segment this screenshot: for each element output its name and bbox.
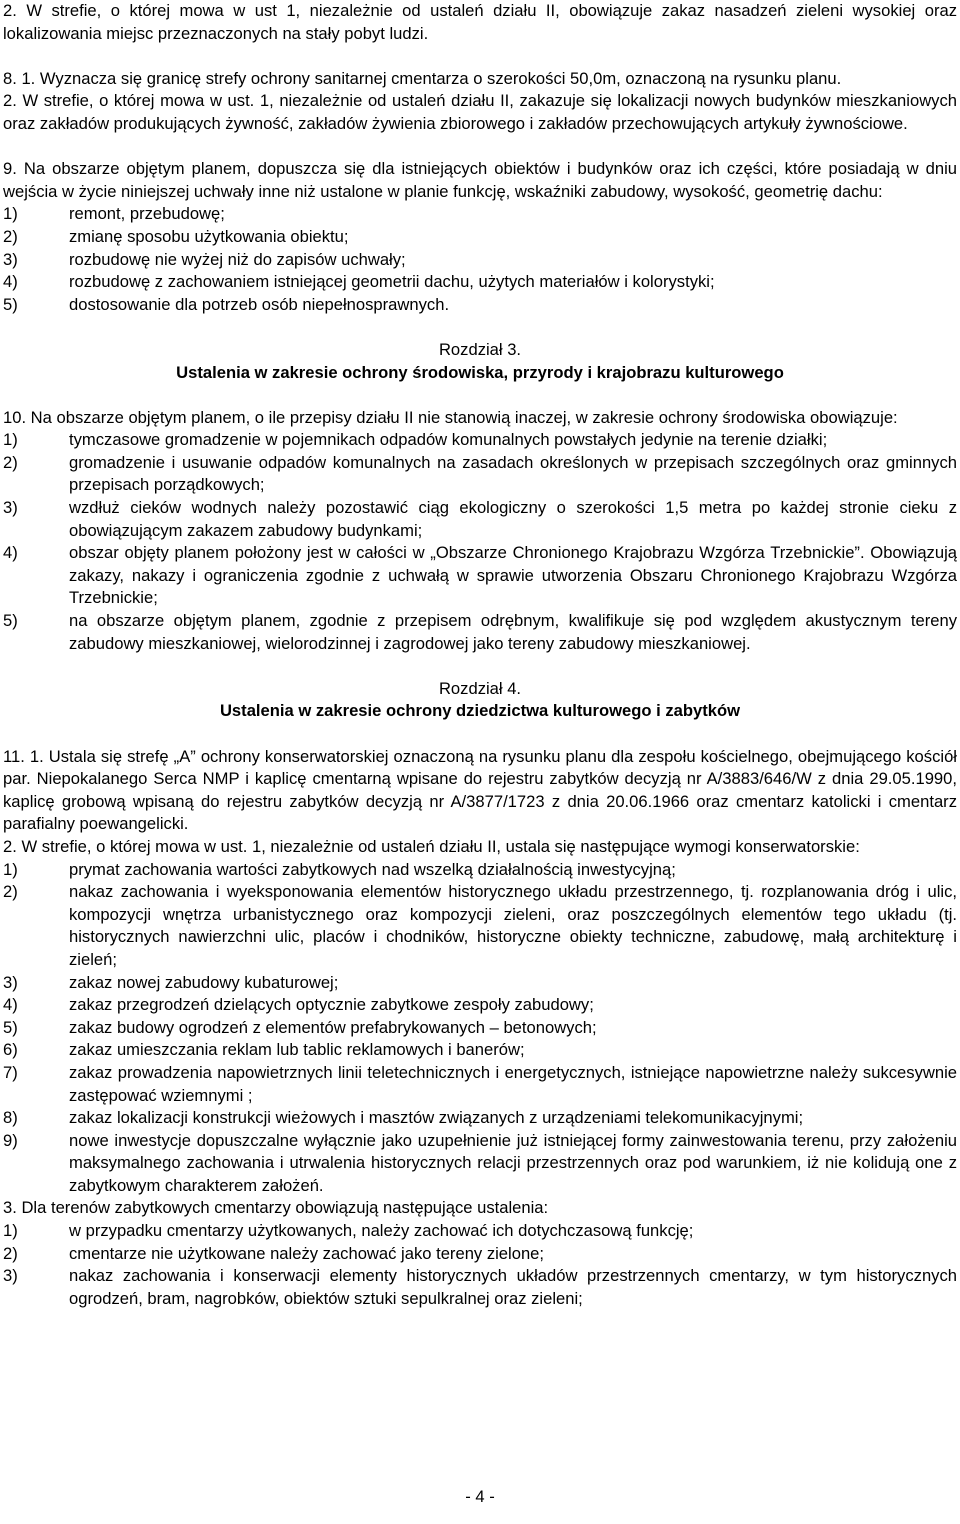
paragraph-11-1: 11. 1. Ustala się strefę „A” ochrony konserwatorskiej oznaczoną na rysunku planu dla zespołu kościelnego, obejmującego kościół par. Niepokalanego Serca NMP i kaplicę cmentarną wpisane do rejestru zabytków decyzją nr A/3883/646/W z dnia 29.05.1990, kaplicę grobową wpisaną do rejestru zabytków decyzją nr A/3877/1723 z dnia 20.06.1966 oraz cmentarz katolicki i cmentarz parafialny poewangelicki. (3, 746, 957, 834)
paragraph-7-2: 2. W strefie, o której mowa w ust 1, niezależnie od ustaleń działu II, obowiązuje zakaz nasadzeń zieleni wysokiej oraz lokalizowania miejsc przeznaczonych na stały pobyt ludzi. (3, 1, 957, 43)
list-item: 4) rozbudowę z zachowaniem istniejącej geometrii dachu, użytych materiałów i kolorystyki; (3, 272, 715, 292)
list-item: 2) gromadzenie i usuwanie odpadów komunalnych na zasadach określonych w przepisach szczególnych oraz gminnych przepisach porządkowych; (3, 452, 957, 495)
list-item: 2) zmianę sposobu użytkowania obiektu; (3, 226, 349, 246)
list-item: 2) cmentarze nie użytkowane należy zachować jako tereny zielone; (3, 1243, 545, 1263)
list-item: 8) zakaz lokalizacji konstrukcji wieżowych i masztów związanych z urządzeniami telekomunikacyjnymi; (3, 1108, 804, 1128)
paragraph-9-intro: 9. Na obszarze objętym planem, dopuszcza się dla istniejących obiektów i budynków oraz ich części, które posiadają w dniu wejścia w życie niniejszej uchwały inne niż ustalone w planie funkcję, wskaźniki zabudowy, wysokość, geometrię dachu: (3, 159, 957, 201)
list-11-3 (3, 1220, 957, 1310)
chapter-3-label: Rozdział 3. (438, 339, 522, 359)
list-11-2 (3, 859, 957, 1198)
paragraph-8-1: 8. 1. Wyznacza się granicę strefy ochrony sanitarnej cmentarza o szerokości 50,0m, oznaczoną na rysunku planu. (3, 68, 842, 88)
list-10 (3, 429, 957, 655)
list-item: 3) rozbudowę nie wyżej niż do zapisów uchwały; (3, 249, 406, 269)
paragraph-11-3: 3. Dla terenów zabytkowych cmentarzy obowiązują następujące ustalenia: (3, 1198, 549, 1218)
list-9 (3, 203, 957, 316)
list-item: 3) zakaz nowej zabudowy kubaturowej; (3, 972, 339, 992)
list-item: 1) w przypadku cmentarzy użytkowanych, należy zachować ich dotychczasową funkcję; (3, 1221, 694, 1241)
list-item: 5) dostosowanie dla potrzeb osób niepełnosprawnych. (3, 294, 450, 314)
chapter-3-title: Ustalenia w zakresie ochrony środowiska, przyrody i krajobrazu kulturowego (176, 362, 784, 382)
list-item: 3) wzdłuż cieków wodnych należy pozostawić ciąg ekologiczny o szerokości 1,5 metra po każdej stronie cieku z obowiązującym zakazem zabudowy budynkami; (3, 498, 957, 540)
list-item: 5) zakaz budowy ogrodzeń z elementów prefabrykowanych – betonowych; (3, 1017, 597, 1037)
list-item: 1) tymczasowe gromadzenie w pojemnikach odpadów komunalnych powstałych jedynie na terenie działki; (3, 430, 828, 450)
list-item: 3) nakaz zachowania i konserwacji elementy historycznych układów przestrzennych cmentarzy, w tym historycznych ogrodzeń, bram, nagrobków, obiektów sztuki sepulkralnej oraz zieleni; (3, 1266, 957, 1308)
page-number: - 4 - (465, 1487, 495, 1506)
list-item: 9) nowe inwestycje dopuszczalne wyłącznie jako uzupełnienie już istniejącej formy zainwestowania terenu, przy założeniu maksymalnego zachowania i utrwalenia historycznych relacji przestrzennych oraz pod warunkiem, iż nie kolidują one z zabytkowym charakterem założeń. (3, 1130, 957, 1195)
list-item: 5) na obszarze objętym planem, zgodnie z przepisem odrębnym, kwalifikuje się pod względem akustycznym tereny zabudowy mieszkaniowej, wielorodzinnej i zagrodowej jako tereny zabudowy mieszkaniowej. (3, 611, 957, 653)
paragraph-10-intro: 10. Na obszarze objętym planem, o ile przepisy działu II nie stanowią inaczej, w zakresie ochrony środowiska obowiązuje: (3, 407, 898, 427)
list-item: 4) obszar objęty planem położony jest w całości w „Obszarze Chronionego Krajobrazu Wzgórza Trzebnickie”. Obowiązują zakazy, nakazy i ograniczenia zgodnie z uchwałą w sprawie utworzenia Obszaru Chronionego Krajobrazu Wzgórza Trzebnickie; (3, 543, 957, 608)
chapter-4-label: Rozdział 4. (438, 678, 522, 698)
list-item: 6) zakaz umieszczania reklam lub tablic reklamowych i banerów; (3, 1040, 525, 1060)
list-item: 2) nakaz zachowania i wyeksponowania elementów historycznego układu przestrzennego, tj. rozplanowania dróg i ulic, kompozycji wnętrza urbanistycznego oraz kompozycji zieleni, oraz poszczególnych elementów tego układu (tj. historycznych nawierzchni ulic, placów i chodników, historyczne obiekty techniczne, zabudowę, małą architekturę i zieleń; (3, 882, 957, 969)
paragraph-8-2: 2. W strefie, o której mowa w ust. 1, niezależnie od ustaleń działu II, zakazuje się lokalizacji nowych budynków mieszkaniowych oraz zakładów produkujących żywność, zakładów żywienia zbiorowego i zakładów przechowujących artykuły żywnościowe. (3, 91, 957, 133)
chapter-4-title: Ustalenia w zakresie ochrony dziedzictwa kulturowego i zabytków (219, 701, 741, 721)
list-item: 7) zakaz prowadzenia napowietrznych linii teletechnicznych i energetycznych, istniejące napowietrzne należy sukcesywnie zastępować wziemnymi ; (3, 1062, 957, 1105)
list-item: 1) remont, przebudowę; (3, 204, 225, 224)
list-item: 4) zakaz przegrodzeń dzielących optycznie zabytkowe zespoły zabudowy; (3, 995, 594, 1015)
list-item: 1) prymat zachowania wartości zabytkowych nad wszelką działalnością inwestycyjną; (3, 859, 676, 879)
paragraph-11-2: 2. W strefie, o której mowa w ust. 1, niezależnie od ustaleń działu II, ustala się następujące wymogi konserwatorskie: (3, 836, 860, 856)
